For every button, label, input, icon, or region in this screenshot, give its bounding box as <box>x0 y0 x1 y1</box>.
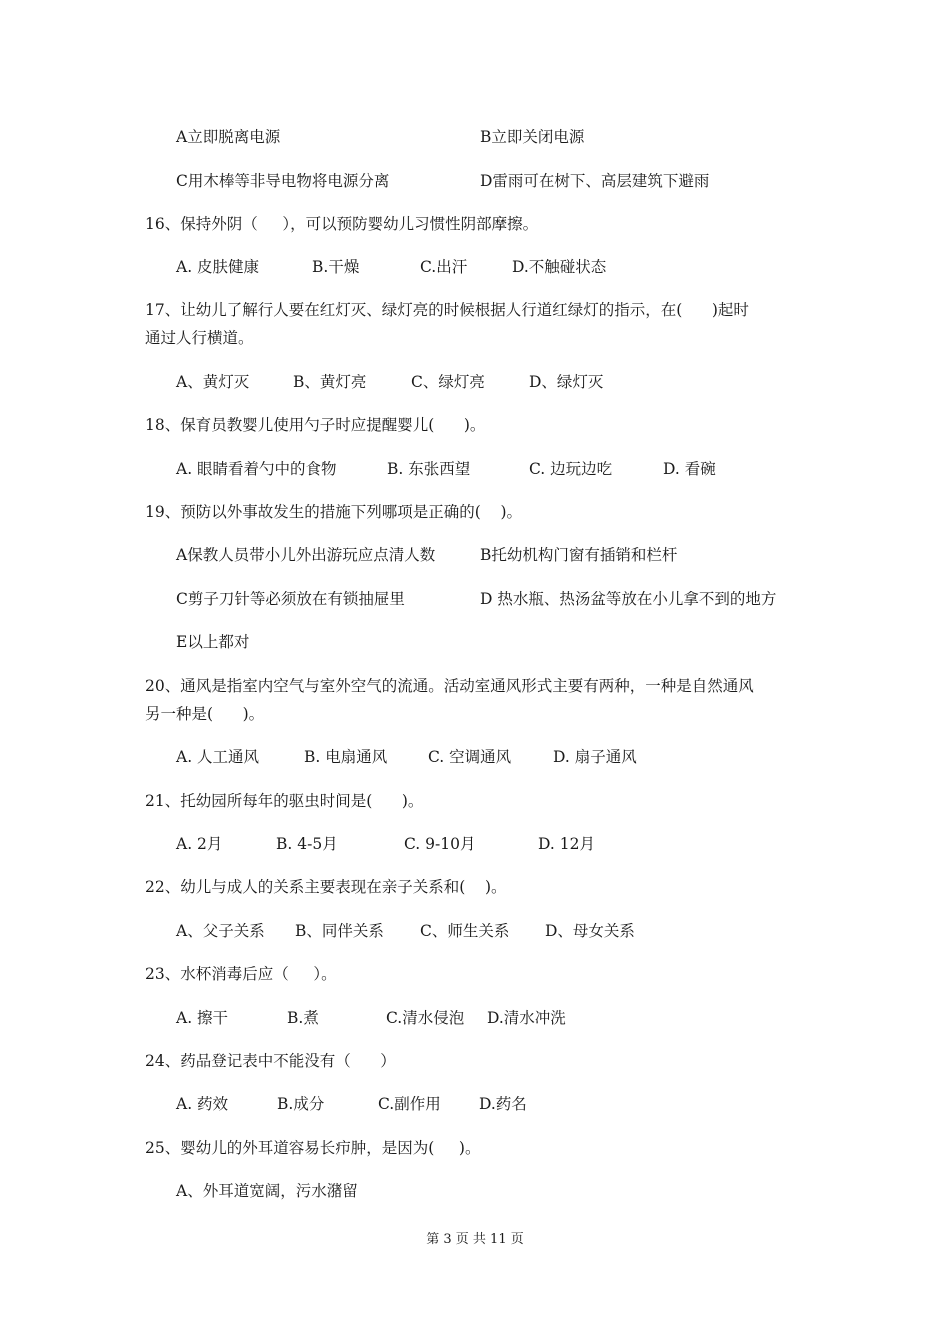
text-line: C. 边玩边吃 <box>529 460 613 478</box>
text-line: 17、让幼儿了解行人要在红灯灭、绿灯亮的时候根据人行道红绿灯的指示，在( )起时 <box>145 301 749 319</box>
text-line: C、师生关系 <box>420 922 510 940</box>
text-line: D雷雨可在树下、高层建筑下避雨 <box>480 172 710 190</box>
text-line: A. 皮肤健康 <box>176 258 260 276</box>
text-line: D. 看碗 <box>663 460 716 478</box>
text-line: B. 东张西望 <box>387 460 471 478</box>
text-line: 另一种是( )。 <box>145 705 265 723</box>
text-line: B托幼机构门窗有插销和栏杆 <box>480 546 678 564</box>
text-line: 20、通风是指室内空气与室外空气的流通。活动室通风形式主要有两种，一种是自然通风 <box>145 677 754 695</box>
text-line: A、父子关系 <box>176 922 265 940</box>
page-footer: 第 3 页 共 11 页 <box>426 1232 524 1247</box>
text-line: 通过人行横道。 <box>145 329 254 347</box>
text-line: 16、保持外阴（ ），可以预防婴幼儿习惯性阴部摩擦。 <box>145 215 539 233</box>
text-line: A. 2月 <box>176 835 223 853</box>
text-line: 21、托幼园所每年的驱虫时间是( )。 <box>145 792 424 810</box>
text-line: B. 4-5月 <box>276 835 338 853</box>
text-line: C.副作用 <box>378 1095 441 1113</box>
text-line: C.出汗 <box>420 258 468 276</box>
text-line: D.清水冲洗 <box>487 1009 566 1027</box>
text-line: D.药名 <box>479 1095 527 1113</box>
text-line: D 热水瓶、热汤盆等放在小儿拿不到的地方 <box>480 590 777 608</box>
text-line: D. 12月 <box>538 835 595 853</box>
text-line: E以上都对 <box>176 633 250 651</box>
text-line: A保教人员带小儿外出游玩应点清人数 <box>176 546 436 564</box>
text-line: B. 电扇通风 <box>304 748 388 766</box>
text-line: 18、保育员教婴儿使用勺子时应提醒婴儿( )。 <box>145 416 486 434</box>
text-line: A、黄灯灭 <box>176 373 250 391</box>
text-line: D、母女关系 <box>545 922 635 940</box>
text-line: A、外耳道宽阔，污水潴留 <box>176 1182 358 1200</box>
text-line: D. 扇子通风 <box>553 748 637 766</box>
text-line: D.不触碰状态 <box>512 258 607 276</box>
text-line: 23、水杯消毒后应（ ）。 <box>145 965 337 983</box>
text-line: B.煮 <box>287 1009 319 1027</box>
text-line: C. 空调通风 <box>428 748 512 766</box>
text-line: A. 擦干 <box>176 1009 229 1027</box>
text-line: B.干燥 <box>312 258 360 276</box>
text-line: B立即关闭电源 <box>480 128 585 146</box>
text-line: 25、婴幼儿的外耳道容易长疖肿，是因为( )。 <box>145 1139 481 1157</box>
text-line: 22、幼儿与成人的关系主要表现在亲子关系和( )。 <box>145 878 507 896</box>
text-line: A. 药效 <box>176 1095 229 1113</box>
text-line: B、同伴关系 <box>295 922 384 940</box>
text-line: A立即脱离电源 <box>176 128 281 146</box>
text-line: B.成分 <box>277 1095 325 1113</box>
text-line: C剪子刀针等必须放在有锁抽屉里 <box>176 590 405 608</box>
text-line: C、绿灯亮 <box>411 373 485 391</box>
text-line: 24、药品登记表中不能没有（ ） <box>145 1052 396 1070</box>
text-line: C用木棒等非导电物将电源分离 <box>176 172 390 190</box>
text-line: C. 9-10月 <box>404 835 476 853</box>
text-line: D、绿灯灭 <box>529 373 604 391</box>
text-line: C.清水侵泡 <box>386 1009 465 1027</box>
text-line: 19、预防以外事故发生的措施下列哪项是正确的( )。 <box>145 503 523 521</box>
text-line: A. 人工通风 <box>176 748 260 766</box>
text-line: A. 眼睛看着勺中的食物 <box>176 460 337 478</box>
text-line: B、黄灯亮 <box>293 373 367 391</box>
